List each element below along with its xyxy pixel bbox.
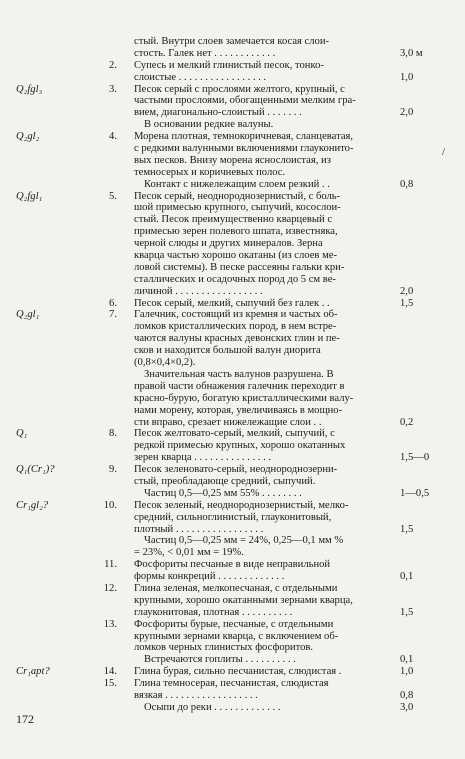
- description-text: Супесь и мелкий глинистый песок, тонко-: [134, 59, 324, 71]
- text-line: [0, 119, 465, 131]
- description-text: вязкая . . . . . . . . . . . . . . . . . .: [134, 689, 258, 701]
- text-line: [0, 405, 465, 417]
- text-line: [0, 84, 465, 96]
- description-text: шой примесью крупного, сыпучий, косослои-: [134, 202, 341, 214]
- description-text: красно-бурую, богатую кристаллическими валу-: [134, 392, 354, 404]
- text-line: [0, 678, 465, 690]
- description-text: стость. Галек нет . . . . . . . . . . . .: [134, 47, 276, 59]
- description-text: Осыпи до реки . . . . . . . . . . . . .: [144, 701, 281, 713]
- layer-number: 7.: [109, 309, 117, 321]
- text-line: [0, 654, 465, 666]
- stratigraphic-index: Q₂fgl₃: [16, 83, 43, 95]
- description-text: = 23%, < 0,01 мм = 19%.: [134, 547, 244, 559]
- description-text: стый. Внутри слоев замечается косая слои-: [134, 36, 330, 47]
- text-line: [0, 571, 465, 583]
- description-text: зерен кварца . . . . . . . . . . . . . . .: [134, 452, 272, 464]
- text-line: [0, 369, 465, 381]
- thickness-value: 0,8: [400, 178, 414, 190]
- text-line: [0, 48, 465, 60]
- text-line: [0, 36, 465, 48]
- text-line: [0, 488, 465, 500]
- text-line: [0, 60, 465, 72]
- thickness-value: 0,2: [400, 416, 414, 428]
- text-line: [0, 619, 465, 631]
- description-text: правой части обнажения галечник переходит в: [134, 380, 345, 392]
- text-line: [0, 381, 465, 393]
- margin-mark: /: [442, 146, 446, 158]
- text-line: [0, 524, 465, 536]
- text-line: [0, 535, 465, 547]
- text-line: [0, 666, 465, 678]
- text-line: [0, 559, 465, 571]
- description-text: Песок зеленый, неоднороднозернистый, мелко-: [134, 499, 349, 511]
- layer-number: 8.: [109, 428, 117, 440]
- description-text: Песок серый, неоднороднозернистый, с боль-: [134, 190, 341, 202]
- description-text: с редкими валунными включениями глауконито-: [134, 143, 354, 155]
- thickness-value: 1,5: [400, 297, 414, 309]
- thickness-value: 1,5: [400, 606, 414, 618]
- description-text: нами морену, которая, увеличиваясь в мощно-: [134, 404, 343, 416]
- text-line: [0, 143, 465, 155]
- text-line: [0, 417, 465, 429]
- layer-number: 15.: [103, 678, 117, 690]
- text-line: [0, 464, 465, 476]
- text-line: [0, 95, 465, 107]
- text-line: [0, 393, 465, 405]
- thickness-value: 0,1: [400, 571, 414, 583]
- thickness-value: 1,5: [400, 523, 414, 535]
- thickness-value: 3,0: [400, 701, 414, 713]
- section-description: [0, 36, 465, 714]
- layer-number: 14.: [103, 666, 117, 678]
- text-line: [0, 238, 465, 250]
- description-text: Песок серый, мелкий, сыпучий без галек . .: [134, 297, 330, 309]
- text-line: [0, 345, 465, 357]
- stratigraphic-index: Q₂fgl₁: [16, 190, 43, 202]
- thickness-value: 1—0,5: [400, 487, 430, 499]
- description-text: Встречаются гоплиты . . . . . . . . . .: [144, 654, 296, 666]
- text-line: [0, 202, 465, 214]
- layer-number: 3.: [109, 83, 117, 95]
- description-text: вием, диагонально-слоистый . . . . . . .: [134, 107, 302, 119]
- thickness-value: 2,0: [400, 107, 414, 119]
- stratigraphic-index: Q₁(Cr₁)?: [16, 464, 55, 476]
- text-line: [0, 250, 465, 262]
- text-line: [0, 631, 465, 643]
- thickness-value: 1,0: [400, 71, 414, 83]
- description-text: ломков кристаллических пород, в нем встре-: [134, 321, 337, 333]
- text-line: [0, 155, 465, 167]
- description-text: ломков черных глинистых фосфоритов.: [134, 642, 314, 654]
- description-text: Частиц 0,5—0,25 мм 55% . . . . . . . .: [144, 487, 302, 499]
- layer-number: 4.: [109, 131, 117, 143]
- layer-number: 11.: [104, 559, 117, 571]
- description-text: крупными зернами кварца, с включением об-: [134, 630, 339, 642]
- stratigraphic-index: Q₂gl₁: [16, 309, 40, 321]
- description-text: Глина зеленая, мелкопесчаная, с отдельными: [134, 582, 338, 594]
- text-line: [0, 191, 465, 203]
- text-line: [0, 333, 465, 345]
- thickness-value: 0,1: [400, 654, 414, 666]
- text-line: [0, 274, 465, 286]
- description-text: крупными, хорошо окатанными зернами кварца,: [134, 594, 353, 606]
- text-line: [0, 262, 465, 274]
- description-text: Фосфориты песчаные в виде неправильной: [134, 559, 331, 571]
- text-line: [0, 321, 465, 333]
- text-line: [0, 226, 465, 238]
- description-text: (0,8×0,4×0,2).: [134, 357, 196, 369]
- text-line: [0, 428, 465, 440]
- description-text: Глина темносерая, песчанистая, слюдистая: [134, 678, 329, 690]
- description-text: примесью зерен полевого шпата, известняка,: [134, 226, 338, 238]
- description-text: редкой примесью крупных, хорошо окатанных: [134, 440, 346, 452]
- description-text: сти вправо, срезает нижележащие слои . .: [134, 416, 322, 428]
- description-text: Контакт с нижележащим слоем резкий . .: [144, 178, 330, 190]
- text-line: [0, 309, 465, 321]
- thickness-value: 2,0: [400, 285, 414, 297]
- thickness-value: 0,8: [400, 689, 414, 701]
- layer-number: 12.: [103, 582, 117, 594]
- description-text: Частиц 0,5—0,25 мм = 24%, 0,25—0,1 мм %: [144, 535, 344, 547]
- stratigraphic-index: Cr₁gl₂?: [16, 499, 49, 511]
- description-text: формы конкреций . . . . . . . . . . . . .: [134, 571, 285, 583]
- text-line: [0, 690, 465, 702]
- stratigraphic-index: Q₁: [16, 428, 28, 440]
- description-text: Морена плотная, темнокоричневая, сланцеватая,: [134, 131, 354, 143]
- text-line: [0, 167, 465, 179]
- description-text: стый, преобладающе средний, сыпучий.: [134, 475, 316, 487]
- stratigraphic-index: Cr₁apt?: [16, 666, 50, 678]
- description-text: ловой системы). В песке рассеяны гальки кри-: [134, 261, 345, 273]
- description-text: плотный . . . . . . . . . . . . . . . . .: [134, 523, 264, 535]
- description-text: Глина бурая, сильно песчанистая, слюдистая .: [134, 666, 342, 678]
- text-line: [0, 179, 465, 191]
- description-text: темносерых и коричневых полос.: [134, 166, 286, 178]
- text-line: [0, 547, 465, 559]
- description-text: В основании редкие валуны.: [144, 119, 274, 131]
- text-line: [0, 702, 465, 714]
- description-text: стый. Песок преимущественно кварцевый с: [134, 214, 333, 226]
- text-line: [0, 607, 465, 619]
- description-text: вых песков. Внизу морена яснослоистая, из: [134, 154, 331, 166]
- thickness-value: 3,0 м: [400, 47, 423, 59]
- text-line: [0, 512, 465, 524]
- page-number: 172: [16, 712, 34, 726]
- text-line: [0, 107, 465, 119]
- layer-number: 5.: [109, 190, 117, 202]
- description-text: Галечник, состоящий из кремня и частых об-: [134, 309, 338, 321]
- description-text: чаются валуны красных девонских глин и пе-: [134, 333, 340, 345]
- text-line: [0, 131, 465, 143]
- description-text: черной слюды и других минералов. Зерна: [134, 238, 323, 250]
- description-text: частыми прослоями, обогащенными мелким гра-: [134, 95, 356, 107]
- text-line: [0, 642, 465, 654]
- text-line: [0, 72, 465, 84]
- text-line: [0, 298, 465, 310]
- description-text: личиной . . . . . . . . . . . . . . . . .: [134, 285, 263, 297]
- text-line: [0, 357, 465, 369]
- text-line: [0, 286, 465, 298]
- layer-number: 10.: [103, 499, 117, 511]
- description-text: сков и находится большой валун диорита: [134, 345, 321, 357]
- text-line: [0, 583, 465, 595]
- description-text: Фосфориты бурые, песчаные, с отдельными: [134, 618, 334, 630]
- layer-number: 13.: [103, 618, 117, 630]
- layer-number: 6.: [109, 297, 117, 309]
- text-line: [0, 214, 465, 226]
- text-line: [0, 440, 465, 452]
- layer-number: 9.: [109, 464, 117, 476]
- description-text: кварца частью хорошо окатаны (из слоев ме-: [134, 250, 338, 262]
- description-text: слоистые . . . . . . . . . . . . . . . . .: [134, 71, 267, 83]
- description-text: Значительная часть валунов разрушена. В: [144, 368, 334, 380]
- thickness-value: 1,5—0: [400, 452, 430, 464]
- thickness-value: 1,0: [400, 666, 414, 678]
- description-text: глауконитовая, плотная . . . . . . . . . .: [134, 606, 293, 618]
- description-text: Песок зеленовато-серый, неоднороднозерни-: [134, 464, 338, 476]
- description-text: сталлических и осадочных пород до 5 см ве-: [134, 273, 336, 285]
- description-text: средний, сильноглинистый, глауконитовый,: [134, 511, 332, 523]
- text-line: [0, 500, 465, 512]
- text-line: [0, 476, 465, 488]
- description-text: Песок серый с прослоями желтого, крупный, с: [134, 83, 345, 95]
- text-line: [0, 452, 465, 464]
- text-line: [0, 595, 465, 607]
- description-text: Песок желтовато-серый, мелкий, сыпучий, с: [134, 428, 335, 440]
- stratigraphic-index: Q₂gl₂: [16, 131, 40, 143]
- layer-number: 2.: [109, 59, 117, 71]
